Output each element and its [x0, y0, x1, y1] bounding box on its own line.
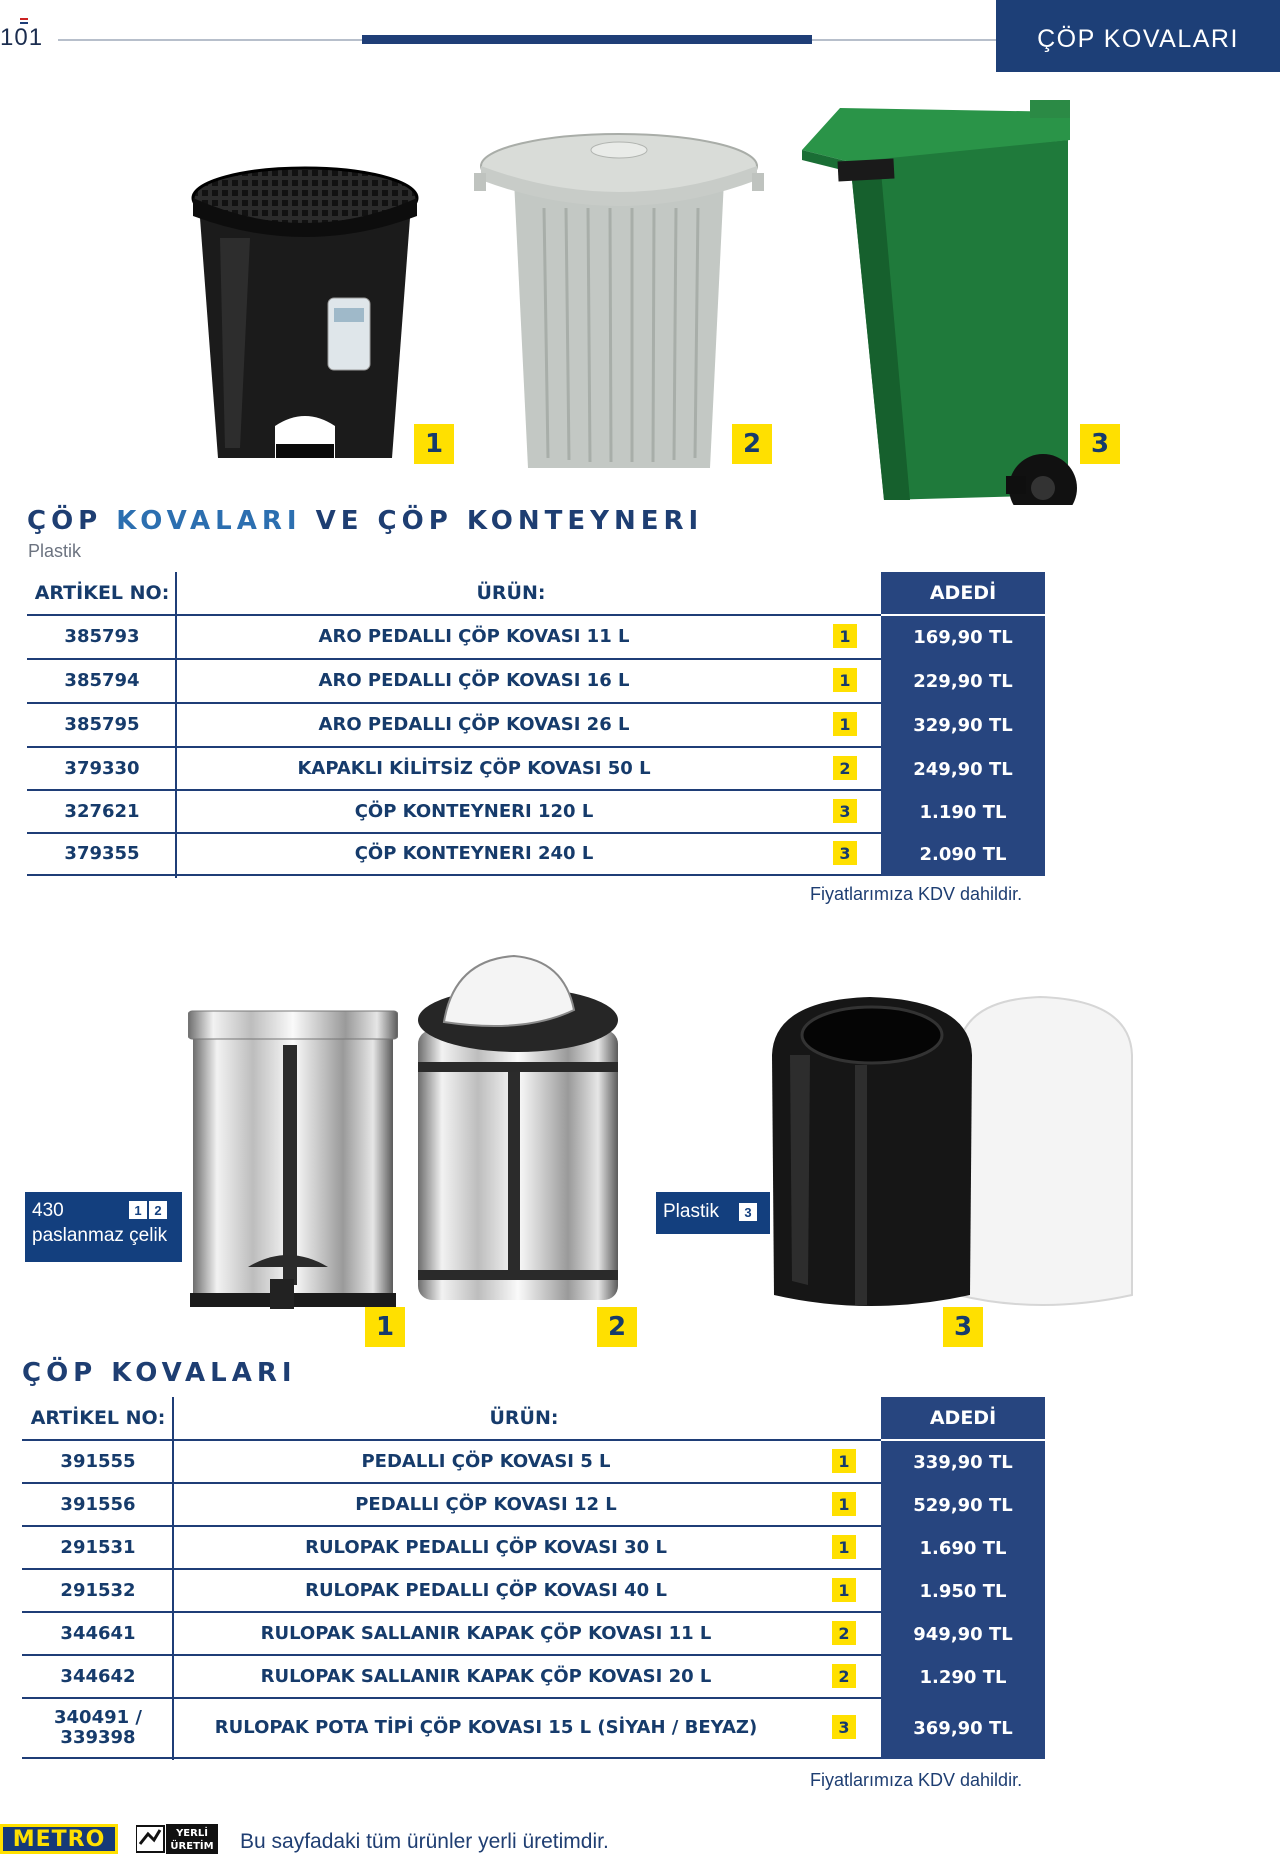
product-ref-badge: 1	[832, 1578, 856, 1602]
artikel-no-cell: 344641	[60, 1622, 136, 1644]
material-box-steel	[25, 1192, 182, 1262]
image-badge-1: 1	[414, 424, 454, 464]
material-ref-2: 2	[149, 1201, 167, 1219]
product-ref-badge: 1	[832, 1535, 856, 1559]
product-table-1	[27, 572, 1045, 878]
price-cell: 339,90 TL	[881, 1441, 1045, 1486]
artikel-no-cell: 340491 / 339398	[54, 1707, 142, 1748]
product-ref-badge: 1	[833, 712, 857, 736]
price-cell: 1.190 TL	[881, 791, 1045, 836]
artikel-no-cell: 391556	[60, 1493, 136, 1515]
artikel-no-cell: 385793	[64, 626, 140, 648]
product-ref-badge: 1	[833, 624, 857, 648]
product-image-pota-bins[interactable]	[770, 995, 1140, 1320]
section1-subtitle: Plastik	[28, 541, 82, 561]
image-badge-3: 3	[1080, 424, 1120, 464]
material-label-plastic: Plastik	[663, 1201, 719, 1222]
product-image-swing-bin-steel[interactable]	[414, 950, 622, 1312]
product-image-lidded-bin-grey[interactable]	[474, 128, 764, 483]
artikel-no-cell: 379330	[64, 757, 140, 779]
section1-title-accent: KOVALARI	[116, 506, 302, 536]
header-artikel: ARTİKEL NO:	[34, 582, 170, 604]
product-table-2	[22, 1397, 1045, 1760]
price-cell: 369,90 TL	[881, 1699, 1045, 1761]
header-adedi-2: ADEDİ	[881, 1397, 1045, 1439]
header-artikel-2: ARTİKEL NO:	[30, 1407, 166, 1429]
local-production-logo	[136, 1822, 220, 1856]
table-row[interactable]	[27, 834, 1007, 876]
product-image-green-container[interactable]	[800, 100, 1080, 505]
table-row[interactable]	[22, 1613, 1013, 1656]
artikel-no-cell: 291532	[60, 1579, 136, 1601]
product-ref-badge: 2	[832, 1664, 856, 1688]
table-row[interactable]	[22, 1441, 1013, 1484]
header-adedi: ADEDİ	[881, 572, 1045, 614]
table-row[interactable]	[27, 704, 1013, 748]
table-row[interactable]	[22, 1656, 1007, 1699]
product-ref-badge: 3	[833, 841, 857, 865]
material-name: paslanmaz çelik	[32, 1225, 168, 1246]
price-cell: 169,90 TL	[881, 616, 1045, 662]
product-ref-badge: 1	[832, 1492, 856, 1516]
price-cell: 1.290 TL	[881, 1656, 1045, 1701]
price-cell: 1.950 TL	[881, 1570, 1045, 1615]
table-row[interactable]	[27, 616, 1013, 660]
image-badge-5: 2	[597, 1307, 637, 1347]
image-badge-4: 1	[365, 1307, 405, 1347]
vat-note-1: Fiyatlarımıza KDV dahildir.	[810, 884, 1023, 904]
product-name-cell: RULOPAK PEDALLI ÇÖP KOVASI 40 L	[305, 1579, 667, 1601]
product-name-cell: RULOPAK SALLANIR KAPAK ÇÖP KOVASI 11 L	[260, 1622, 712, 1644]
vat-note-2: Fiyatlarımıza KDV dahildir.	[810, 1770, 1023, 1790]
product-ref-badge: 2	[832, 1621, 856, 1645]
artikel-no-cell: 379355	[64, 843, 140, 865]
material-grade: 430	[32, 1200, 64, 1221]
table-row[interactable]	[22, 1527, 1007, 1570]
product-name-cell: ARO PEDALLI ÇÖP KOVASI 11 L	[318, 626, 630, 648]
header-urun-2: ÜRÜN:	[489, 1407, 559, 1429]
artikel-no-cell: 327621	[64, 800, 140, 822]
footer-note: Bu sayfadaki tüm ürünler yerli üretimdir.	[240, 1830, 609, 1853]
product-ref-badge: 1	[832, 1449, 856, 1473]
table-row[interactable]	[27, 660, 1013, 704]
product-name-cell: ÇÖP KONTEYNERI 120 L	[354, 800, 594, 822]
material-ref-1: 1	[129, 1201, 147, 1219]
artikel-no-cell: 385794	[64, 670, 140, 692]
price-cell: 229,90 TL	[881, 660, 1045, 706]
product-image-pedal-bin-black[interactable]	[180, 158, 430, 478]
product-name-cell: ARO PEDALLI ÇÖP KOVASI 16 L	[318, 670, 630, 692]
price-cell: 329,90 TL	[881, 704, 1045, 750]
table-row[interactable]	[22, 1699, 1013, 1759]
local-logo-line1: YERLİ	[176, 1828, 208, 1839]
material-ref-3: 3	[739, 1203, 757, 1221]
image-badge-6: 3	[943, 1307, 983, 1347]
table-row[interactable]	[22, 1484, 1013, 1527]
product-ref-badge: 1	[833, 668, 857, 692]
section1-title-part3: VE ÇÖP KONTEYNERI	[301, 506, 704, 536]
artikel-no-cell: 344642	[60, 1665, 136, 1687]
price-cell: 249,90 TL	[881, 748, 1045, 793]
product-name-cell: KAPAKLI KİLİTSİZ ÇÖP KOVASI 50 L	[297, 757, 651, 779]
product-name-cell: RULOPAK PEDALLI ÇÖP KOVASI 30 L	[305, 1536, 667, 1558]
table-row[interactable]	[27, 791, 1007, 834]
artikel-no-cell: 291531	[60, 1536, 136, 1558]
metro-logo: METRO	[0, 1824, 118, 1854]
table-row[interactable]	[22, 1570, 1007, 1613]
price-cell: 529,90 TL	[881, 1484, 1045, 1529]
section2-title: ÇÖP KOVALARI	[22, 1358, 297, 1388]
product-ref-badge: 3	[833, 799, 857, 823]
product-name-cell: PEDALLI ÇÖP KOVASI 5 L	[361, 1450, 611, 1472]
product-ref-badge: 3	[832, 1715, 856, 1739]
price-cell: 2.090 TL	[881, 834, 1045, 878]
price-cell: 949,90 TL	[881, 1613, 1045, 1658]
price-cell: 1.690 TL	[881, 1527, 1045, 1572]
artikel-no-cell: 385795	[64, 714, 140, 736]
table-row[interactable]	[27, 748, 1013, 791]
product-ref-badge: 2	[833, 756, 857, 780]
product-name-cell: ARO PEDALLI ÇÖP KOVASI 26 L	[318, 714, 630, 736]
section1-title-part1: ÇÖP	[27, 506, 117, 536]
category-tab[interactable]: ÇÖP KOVALARI	[996, 0, 1280, 72]
page-number: 101	[0, 24, 44, 51]
product-name-cell: PEDALLI ÇÖP KOVASI 12 L	[355, 1493, 617, 1515]
product-image-pedal-bin-steel[interactable]	[188, 1005, 398, 1320]
material-box-plastic	[656, 1192, 770, 1234]
product-name-cell: RULOPAK SALLANIR KAPAK ÇÖP KOVASI 20 L	[260, 1665, 712, 1687]
section1-title	[27, 506, 703, 536]
artikel-no-cell: 391555	[60, 1450, 136, 1472]
header-urun: ÜRÜN:	[476, 582, 546, 604]
header-accent-bar	[362, 35, 812, 44]
local-logo-line2: ÜRETİM	[170, 1841, 214, 1852]
image-badge-2: 2	[732, 424, 772, 464]
product-name-cell: ÇÖP KONTEYNERI 240 L	[354, 843, 594, 865]
product-name-cell: RULOPAK POTA TİPİ ÇÖP KOVASI 15 L (SİYAH / BEYAZ)	[214, 1717, 758, 1739]
